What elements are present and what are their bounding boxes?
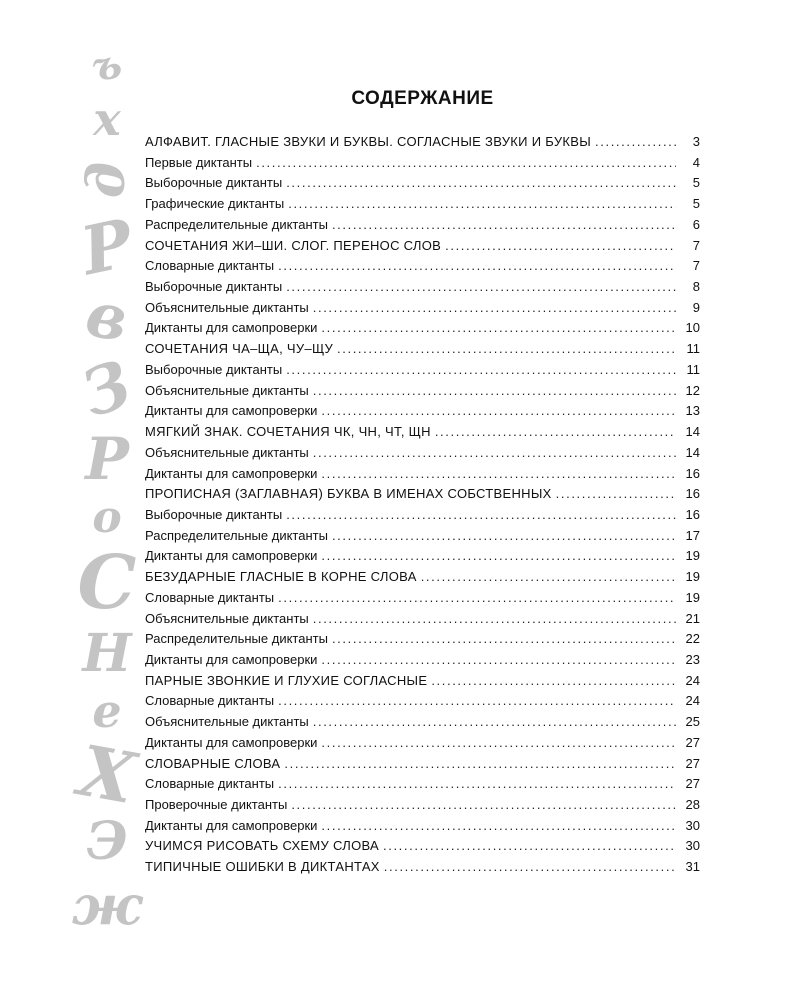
toc-entry <box>145 279 700 300</box>
toc-entry-title: АЛФАВИТ. ГЛАСНЫЕ ЗВУКИ И БУКВЫ. СОГЛАСНЫЕ ЗВУКИ И БУКВЫ <box>145 134 592 149</box>
toc-entry-title: Распределительные диктанты <box>145 631 328 647</box>
toc-entry <box>145 590 700 611</box>
toc-dot-leader <box>313 611 676 626</box>
toc-page-number: 16 <box>685 465 700 481</box>
toc-entry-title: Объяснительные диктанты <box>145 382 309 398</box>
toc-dot-leader <box>286 279 676 294</box>
toc-entry <box>145 155 700 176</box>
toc-section-entry <box>145 424 700 445</box>
toc-entry <box>145 383 700 404</box>
toc-page-number: 5 <box>692 196 700 212</box>
toc-page-number: 30 <box>685 838 700 854</box>
toc-page-number: 7 <box>692 258 700 274</box>
toc-entry <box>145 217 700 238</box>
toc-page-number: 7 <box>692 237 700 253</box>
toc-entry-title: Диктанты для самопроверки <box>145 403 318 419</box>
toc-entry-title: Графические диктанты <box>145 196 285 212</box>
toc-section-entry <box>145 859 700 880</box>
toc-section-entry <box>145 838 700 859</box>
toc-page-number: 9 <box>692 299 700 315</box>
toc-dot-leader <box>383 838 676 853</box>
toc-page-number: 16 <box>685 506 700 522</box>
toc-page-number: 12 <box>685 382 700 398</box>
toc-entry <box>145 362 700 383</box>
toc-page-number: 10 <box>685 320 700 336</box>
toc-dot-leader <box>337 341 676 356</box>
toc-entry-title: Первые диктанты <box>145 154 253 170</box>
toc-dot-leader <box>332 217 676 232</box>
toc-entry-title: Объяснительные диктанты <box>145 444 309 460</box>
toc-entry <box>145 548 700 569</box>
toc-dot-leader <box>278 693 676 708</box>
toc-entry <box>145 300 700 321</box>
toc-entry <box>145 631 700 652</box>
toc-dot-leader <box>313 300 676 315</box>
decorative-letter: е <box>92 684 122 738</box>
decorative-letter: д <box>76 161 137 199</box>
toc-entry-title: Объяснительные диктанты <box>145 610 309 626</box>
toc-dot-leader <box>321 818 676 833</box>
toc-entry-title: Словарные диктанты <box>145 589 275 605</box>
toc-entry-title: Распределительные диктанты <box>145 527 328 543</box>
toc-dot-leader <box>313 383 676 398</box>
toc-page-number: 19 <box>685 569 700 585</box>
toc-entry <box>145 403 700 424</box>
toc-dot-leader <box>256 155 676 170</box>
decorative-letter: ж <box>71 873 143 937</box>
toc-entry-title: СОЧЕТАНИЯ ЖИ–ШИ. СЛОГ. ПЕРЕНОС СЛОВ <box>145 237 442 253</box>
decorative-letter: Р <box>85 425 129 493</box>
toc-dot-leader <box>278 590 676 605</box>
toc-section-entry <box>145 569 700 590</box>
toc-section-entry <box>145 756 700 777</box>
toc-entry-title: Диктанты для самопроверки <box>145 465 318 481</box>
toc-dot-leader <box>321 466 676 481</box>
toc-entry <box>145 714 700 735</box>
toc-entry-title: Диктанты для самопроверки <box>145 320 318 336</box>
toc-entry-title: Диктанты для самопроверки <box>145 548 318 564</box>
toc-entry <box>145 466 700 487</box>
toc-dot-leader <box>421 569 676 584</box>
decorative-letter-column <box>62 40 152 970</box>
toc-entry-title: Словарные диктанты <box>145 693 275 709</box>
toc-dot-leader <box>278 776 676 791</box>
toc-dot-leader <box>384 859 676 874</box>
toc-entry-title: ПАРНЫЕ ЗВОНКИЕ И ГЛУХИЕ СОГЛАСНЫЕ <box>145 672 428 688</box>
toc-page-number: 23 <box>685 651 700 667</box>
toc-entry-title: Словарные диктанты <box>145 258 275 274</box>
toc-page-number: 27 <box>685 755 700 771</box>
toc-entry-title: Распределительные диктанты <box>145 216 328 232</box>
toc-page-number: 19 <box>685 548 700 564</box>
toc-page-number: 17 <box>685 527 700 543</box>
decorative-letter: Н <box>82 623 132 684</box>
toc-entry <box>145 258 700 279</box>
toc-dot-leader <box>313 445 676 460</box>
toc-dot-leader <box>286 175 676 190</box>
toc-page-number: 13 <box>685 403 700 419</box>
toc-section-entry <box>145 341 700 362</box>
toc-dot-leader <box>278 258 676 273</box>
toc-dot-leader <box>445 238 676 253</box>
toc-entry-title: Диктанты для самопроверки <box>145 734 318 750</box>
toc-dot-leader <box>286 507 676 522</box>
toc-dot-leader <box>313 714 676 729</box>
toc-section-entry <box>145 486 700 507</box>
toc-page-number: 11 <box>686 341 700 357</box>
toc-page-number: 8 <box>692 279 700 295</box>
toc-entry-title: ТИПИЧНЫЕ ОШИБКИ В ДИКТАНТАХ <box>145 859 380 875</box>
toc-page-number: 19 <box>685 589 700 605</box>
toc-entry <box>145 693 700 714</box>
toc-entry-title: МЯГКИЙ ЗНАК. СОЧЕТАНИЯ ЧК, ЧН, ЧТ, ЩН <box>145 424 431 440</box>
toc-dot-leader <box>321 320 676 335</box>
toc-entry <box>145 776 700 797</box>
toc-dot-leader <box>431 673 676 688</box>
toc-entry <box>145 175 700 196</box>
decorative-letter: о <box>92 492 122 543</box>
toc-entry-title: БЕЗУДАРНЫЕ ГЛАСНЫЕ В КОРНЕ СЛОВА <box>145 569 417 585</box>
toc-page-number: 4 <box>692 154 700 170</box>
toc-entry-title: Выборочные диктанты <box>145 361 283 377</box>
toc-entry <box>145 320 700 341</box>
toc-dot-leader <box>321 652 676 667</box>
decorative-letter: Э <box>86 811 128 872</box>
toc-dot-leader <box>286 362 676 377</box>
decorative-letter: З <box>72 346 142 433</box>
table-of-contents <box>145 134 700 880</box>
toc-section-entry <box>145 134 700 155</box>
toc-entry-title: Объяснительные диктанты <box>145 299 309 315</box>
toc-entry <box>145 611 700 632</box>
toc-dot-leader <box>288 196 676 211</box>
toc-page-number: 14 <box>685 424 700 440</box>
decorative-letter: С <box>77 540 137 626</box>
toc-entry <box>145 818 700 839</box>
toc-entry-title: УЧИМСЯ РИСОВАТЬ СХЕМУ СЛОВА <box>145 838 380 854</box>
toc-dot-leader <box>321 403 676 418</box>
toc-entry-title: Диктанты для самопроверки <box>145 817 318 833</box>
toc-entry-title: СЛОВАРНЫЕ СЛОВА <box>145 755 281 771</box>
toc-dot-leader <box>321 735 676 750</box>
toc-page-number: 24 <box>685 672 700 688</box>
toc-entry-title: Объяснительные диктанты <box>145 714 309 730</box>
toc-page-number: 27 <box>685 776 700 792</box>
toc-dot-leader <box>556 486 676 501</box>
toc-page-number: 24 <box>685 693 700 709</box>
toc-dot-leader <box>595 134 676 149</box>
toc-entry-title: Проверочные диктанты <box>145 797 288 812</box>
toc-page-number: 16 <box>685 486 700 502</box>
toc-section-entry <box>145 238 700 259</box>
toc-page-number: 21 <box>685 610 700 626</box>
toc-dot-leader <box>332 528 676 543</box>
toc-dot-leader <box>321 548 676 563</box>
toc-entry-title: СОЧЕТАНИЯ ЧА–ЩА, ЧУ–ЩУ <box>145 341 334 357</box>
page-title: СОДЕРЖАНИЕ <box>351 88 494 109</box>
toc-page-number: 28 <box>685 797 700 812</box>
toc-entry-title: Словарные диктанты <box>145 776 275 792</box>
decorative-letter: ъ <box>88 39 126 92</box>
toc-dot-leader <box>332 631 676 646</box>
toc-page-number: 27 <box>685 734 700 750</box>
toc-entry-title: Выборочные диктанты <box>145 279 283 295</box>
toc-entry <box>145 528 700 549</box>
toc-entry-title: ПРОПИСНАЯ (ЗАГЛАВНАЯ) БУКВА В ИМЕНАХ СОБСТВЕННЫХ <box>145 486 552 502</box>
decorative-letter: Х <box>73 728 142 821</box>
toc-page-number: 30 <box>685 817 700 833</box>
toc-entry-title: Выборочные диктанты <box>145 175 283 191</box>
toc-page-number: 3 <box>692 134 700 149</box>
toc-entry <box>145 797 700 818</box>
toc-page-number: 25 <box>685 714 700 730</box>
toc-entry-title: Выборочные диктанты <box>145 506 283 522</box>
toc-entry <box>145 196 700 217</box>
toc-entry-title: Диктанты для самопроверки <box>145 651 318 667</box>
toc-page-number: 14 <box>685 444 700 460</box>
toc-dot-leader <box>291 797 676 812</box>
toc-entry <box>145 445 700 466</box>
toc-page-number: 22 <box>685 631 700 647</box>
toc-dot-leader <box>435 424 676 439</box>
toc-section-entry <box>145 673 700 694</box>
decorative-letter: х <box>93 92 121 146</box>
decorative-letter: Р <box>74 203 140 291</box>
toc-page-number: 6 <box>692 216 700 232</box>
toc-page-number: 11 <box>686 361 700 377</box>
toc-page-number: 5 <box>692 175 700 191</box>
toc-entry <box>145 735 700 756</box>
decorative-letter: в <box>80 277 134 356</box>
toc-entry <box>145 507 700 528</box>
toc-dot-leader <box>284 756 676 771</box>
toc-page-number: 31 <box>685 859 700 875</box>
toc-entry <box>145 652 700 673</box>
